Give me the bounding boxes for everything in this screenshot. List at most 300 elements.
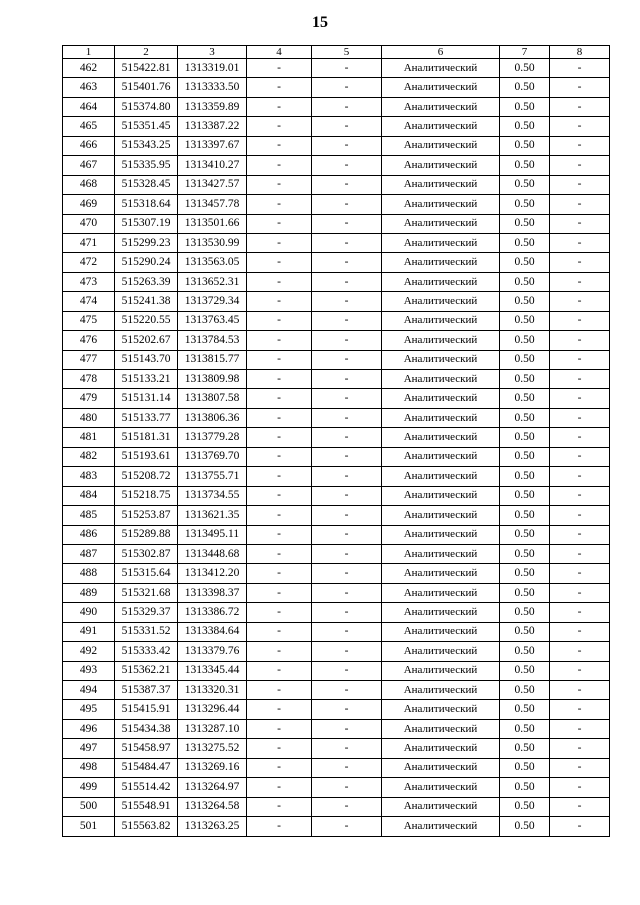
point-number-cell: 483	[63, 467, 115, 486]
x-coordinate-cell: 515333.42	[115, 642, 178, 661]
method-cell: Аналитический	[382, 156, 500, 175]
table-row	[63, 758, 610, 777]
column-4-cell: -	[247, 214, 312, 233]
column-5-cell: -	[312, 389, 382, 408]
accuracy-cell: 0.50	[500, 642, 550, 661]
column-4-cell: -	[247, 797, 312, 816]
column-4-cell: -	[247, 778, 312, 797]
table-row	[63, 195, 610, 214]
y-coordinate-cell: 1313263.25	[178, 817, 247, 836]
y-coordinate-cell: 1313809.98	[178, 370, 247, 389]
column-5-cell: -	[312, 583, 382, 602]
column-4-cell: -	[247, 642, 312, 661]
x-coordinate-cell: 515343.25	[115, 136, 178, 155]
column-8-cell: -	[550, 758, 610, 777]
table-row	[63, 544, 610, 563]
accuracy-cell: 0.50	[500, 797, 550, 816]
method-cell: Аналитический	[382, 311, 500, 330]
point-number-cell: 476	[63, 331, 115, 350]
column-8-cell: -	[550, 739, 610, 758]
column-8-cell: -	[550, 214, 610, 233]
column-4-cell: -	[247, 758, 312, 777]
column-8-cell: -	[550, 622, 610, 641]
column-5-cell: -	[312, 195, 382, 214]
y-coordinate-cell: 1313755.71	[178, 467, 247, 486]
column-5-cell: -	[312, 311, 382, 330]
column-4-cell: -	[247, 389, 312, 408]
accuracy-cell: 0.50	[500, 681, 550, 700]
column-4-cell: -	[247, 428, 312, 447]
method-cell: Аналитический	[382, 622, 500, 641]
point-number-cell: 487	[63, 544, 115, 563]
column-4-cell: -	[247, 97, 312, 116]
table-row	[63, 175, 610, 194]
method-cell: Аналитический	[382, 797, 500, 816]
column-5-cell: -	[312, 156, 382, 175]
accuracy-cell: 0.50	[500, 564, 550, 583]
point-number-cell: 467	[63, 156, 115, 175]
table-row	[63, 447, 610, 466]
column-5-cell: -	[312, 467, 382, 486]
x-coordinate-cell: 515362.21	[115, 661, 178, 680]
table-row	[63, 467, 610, 486]
column-5-cell: -	[312, 661, 382, 680]
method-cell: Аналитический	[382, 214, 500, 233]
column-8-cell: -	[550, 428, 610, 447]
accuracy-cell: 0.50	[500, 233, 550, 252]
column-header-8: 8	[550, 46, 610, 59]
y-coordinate-cell: 1313784.53	[178, 331, 247, 350]
method-cell: Аналитический	[382, 817, 500, 836]
point-number-cell: 484	[63, 486, 115, 505]
method-cell: Аналитический	[382, 661, 500, 680]
column-4-cell: -	[247, 817, 312, 836]
table-row	[63, 661, 610, 680]
column-8-cell: -	[550, 642, 610, 661]
method-cell: Аналитический	[382, 486, 500, 505]
column-5-cell: -	[312, 233, 382, 252]
column-8-cell: -	[550, 59, 610, 78]
point-number-cell: 489	[63, 583, 115, 602]
x-coordinate-cell: 515202.67	[115, 331, 178, 350]
column-8-cell: -	[550, 778, 610, 797]
column-8-cell: -	[550, 700, 610, 719]
column-4-cell: -	[247, 719, 312, 738]
column-8-cell: -	[550, 506, 610, 525]
column-8-cell: -	[550, 272, 610, 291]
column-4-cell: -	[247, 622, 312, 641]
method-cell: Аналитический	[382, 700, 500, 719]
method-cell: Аналитический	[382, 136, 500, 155]
column-5-cell: -	[312, 642, 382, 661]
method-cell: Аналитический	[382, 389, 500, 408]
x-coordinate-cell: 515374.80	[115, 97, 178, 116]
point-number-cell: 464	[63, 97, 115, 116]
x-coordinate-cell: 515315.64	[115, 564, 178, 583]
table-row	[63, 78, 610, 97]
column-8-cell: -	[550, 78, 610, 97]
x-coordinate-cell: 515351.45	[115, 117, 178, 136]
x-coordinate-cell: 515321.68	[115, 583, 178, 602]
point-number-cell: 469	[63, 195, 115, 214]
table-row	[63, 719, 610, 738]
table-row	[63, 506, 610, 525]
method-cell: Аналитический	[382, 331, 500, 350]
x-coordinate-cell: 515434.38	[115, 719, 178, 738]
method-cell: Аналитический	[382, 350, 500, 369]
x-coordinate-cell: 515289.88	[115, 525, 178, 544]
column-8-cell: -	[550, 525, 610, 544]
column-8-cell: -	[550, 408, 610, 427]
column-5-cell: -	[312, 700, 382, 719]
column-4-cell: -	[247, 370, 312, 389]
method-cell: Аналитический	[382, 428, 500, 447]
page-number: 15	[312, 14, 328, 31]
method-cell: Аналитический	[382, 78, 500, 97]
accuracy-cell: 0.50	[500, 311, 550, 330]
column-5-cell: -	[312, 370, 382, 389]
column-4-cell: -	[247, 156, 312, 175]
method-cell: Аналитический	[382, 719, 500, 738]
x-coordinate-cell: 515548.91	[115, 797, 178, 816]
y-coordinate-cell: 1313287.10	[178, 719, 247, 738]
column-4-cell: -	[247, 78, 312, 97]
y-coordinate-cell: 1313384.64	[178, 622, 247, 641]
x-coordinate-cell: 515401.76	[115, 78, 178, 97]
x-coordinate-cell: 515131.14	[115, 389, 178, 408]
point-number-cell: 468	[63, 175, 115, 194]
point-number-cell: 501	[63, 817, 115, 836]
method-cell: Аналитический	[382, 739, 500, 758]
column-4-cell: -	[247, 253, 312, 272]
table-row	[63, 525, 610, 544]
table-row	[63, 117, 610, 136]
accuracy-cell: 0.50	[500, 603, 550, 622]
table-row	[63, 350, 610, 369]
x-coordinate-cell: 515415.91	[115, 700, 178, 719]
column-4-cell: -	[247, 136, 312, 155]
accuracy-cell: 0.50	[500, 350, 550, 369]
table-row	[63, 486, 610, 505]
accuracy-cell: 0.50	[500, 370, 550, 389]
y-coordinate-cell: 1313275.52	[178, 739, 247, 758]
method-cell: Аналитический	[382, 97, 500, 116]
accuracy-cell: 0.50	[500, 272, 550, 291]
column-8-cell: -	[550, 156, 610, 175]
accuracy-cell: 0.50	[500, 408, 550, 427]
accuracy-cell: 0.50	[500, 195, 550, 214]
y-coordinate-cell: 1313763.45	[178, 311, 247, 330]
accuracy-cell: 0.50	[500, 253, 550, 272]
column-5-cell: -	[312, 97, 382, 116]
accuracy-cell: 0.50	[500, 136, 550, 155]
x-coordinate-cell: 515299.23	[115, 233, 178, 252]
point-number-cell: 500	[63, 797, 115, 816]
accuracy-cell: 0.50	[500, 622, 550, 641]
column-8-cell: -	[550, 603, 610, 622]
table-row	[63, 408, 610, 427]
column-5-cell: -	[312, 447, 382, 466]
accuracy-cell: 0.50	[500, 447, 550, 466]
table-row	[63, 370, 610, 389]
column-8-cell: -	[550, 681, 610, 700]
y-coordinate-cell: 1313397.67	[178, 136, 247, 155]
point-number-cell: 495	[63, 700, 115, 719]
column-4-cell: -	[247, 292, 312, 311]
method-cell: Аналитический	[382, 506, 500, 525]
column-4-cell: -	[247, 603, 312, 622]
point-number-cell: 490	[63, 603, 115, 622]
table-row	[63, 272, 610, 291]
table-row	[63, 622, 610, 641]
method-cell: Аналитический	[382, 564, 500, 583]
column-4-cell: -	[247, 525, 312, 544]
x-coordinate-cell: 515484.47	[115, 758, 178, 777]
method-cell: Аналитический	[382, 447, 500, 466]
column-5-cell: -	[312, 78, 382, 97]
column-4-cell: -	[247, 506, 312, 525]
point-number-cell: 465	[63, 117, 115, 136]
column-5-cell: -	[312, 117, 382, 136]
point-number-cell: 488	[63, 564, 115, 583]
column-8-cell: -	[550, 467, 610, 486]
column-4-cell: -	[247, 467, 312, 486]
column-5-cell: -	[312, 564, 382, 583]
method-cell: Аналитический	[382, 370, 500, 389]
x-coordinate-cell: 515387.37	[115, 681, 178, 700]
y-coordinate-cell: 1313359.89	[178, 97, 247, 116]
column-8-cell: -	[550, 544, 610, 563]
x-coordinate-cell: 515302.87	[115, 544, 178, 563]
point-number-cell: 497	[63, 739, 115, 758]
column-header-6: 6	[382, 46, 500, 59]
column-5-cell: -	[312, 59, 382, 78]
method-cell: Аналитический	[382, 603, 500, 622]
column-5-cell: -	[312, 350, 382, 369]
column-4-cell: -	[247, 311, 312, 330]
y-coordinate-cell: 1313652.31	[178, 272, 247, 291]
method-cell: Аналитический	[382, 292, 500, 311]
x-coordinate-cell: 515263.39	[115, 272, 178, 291]
y-coordinate-cell: 1313563.05	[178, 253, 247, 272]
x-coordinate-cell: 515241.38	[115, 292, 178, 311]
accuracy-cell: 0.50	[500, 544, 550, 563]
column-8-cell: -	[550, 233, 610, 252]
x-coordinate-cell: 515335.95	[115, 156, 178, 175]
point-number-cell: 478	[63, 370, 115, 389]
column-8-cell: -	[550, 583, 610, 602]
column-8-cell: -	[550, 350, 610, 369]
point-number-cell: 479	[63, 389, 115, 408]
table-row	[63, 603, 610, 622]
column-5-cell: -	[312, 214, 382, 233]
point-number-cell: 466	[63, 136, 115, 155]
accuracy-cell: 0.50	[500, 292, 550, 311]
table-row	[63, 214, 610, 233]
column-5-cell: -	[312, 292, 382, 311]
accuracy-cell: 0.50	[500, 331, 550, 350]
accuracy-cell: 0.50	[500, 117, 550, 136]
column-8-cell: -	[550, 136, 610, 155]
y-coordinate-cell: 1313448.68	[178, 544, 247, 563]
y-coordinate-cell: 1313806.36	[178, 408, 247, 427]
column-4-cell: -	[247, 564, 312, 583]
table-row	[63, 331, 610, 350]
y-coordinate-cell: 1313621.35	[178, 506, 247, 525]
column-8-cell: -	[550, 719, 610, 738]
point-number-cell: 470	[63, 214, 115, 233]
x-coordinate-cell: 515563.82	[115, 817, 178, 836]
method-cell: Аналитический	[382, 467, 500, 486]
method-cell: Аналитический	[382, 195, 500, 214]
point-number-cell: 480	[63, 408, 115, 427]
column-8-cell: -	[550, 292, 610, 311]
accuracy-cell: 0.50	[500, 214, 550, 233]
method-cell: Аналитический	[382, 758, 500, 777]
y-coordinate-cell: 1313769.70	[178, 447, 247, 466]
method-cell: Аналитический	[382, 175, 500, 194]
column-4-cell: -	[247, 661, 312, 680]
x-coordinate-cell: 515458.97	[115, 739, 178, 758]
column-5-cell: -	[312, 428, 382, 447]
column-4-cell: -	[247, 59, 312, 78]
column-5-cell: -	[312, 603, 382, 622]
header-row	[63, 46, 610, 59]
x-coordinate-cell: 515218.75	[115, 486, 178, 505]
column-8-cell: -	[550, 797, 610, 816]
accuracy-cell: 0.50	[500, 739, 550, 758]
column-4-cell: -	[247, 486, 312, 505]
column-5-cell: -	[312, 681, 382, 700]
x-coordinate-cell: 515253.87	[115, 506, 178, 525]
method-cell: Аналитический	[382, 583, 500, 602]
column-5-cell: -	[312, 778, 382, 797]
column-4-cell: -	[247, 447, 312, 466]
column-4-cell: -	[247, 331, 312, 350]
table-row	[63, 681, 610, 700]
column-header-4: 4	[247, 46, 312, 59]
method-cell: Аналитический	[382, 408, 500, 427]
column-8-cell: -	[550, 97, 610, 116]
column-4-cell: -	[247, 175, 312, 194]
point-number-cell: 463	[63, 78, 115, 97]
table-row	[63, 59, 610, 78]
column-5-cell: -	[312, 525, 382, 544]
column-5-cell: -	[312, 719, 382, 738]
point-number-cell: 462	[63, 59, 115, 78]
y-coordinate-cell: 1313427.57	[178, 175, 247, 194]
table-row	[63, 253, 610, 272]
column-5-cell: -	[312, 175, 382, 194]
point-number-cell: 482	[63, 447, 115, 466]
accuracy-cell: 0.50	[500, 59, 550, 78]
table-row	[63, 292, 610, 311]
y-coordinate-cell: 1313264.58	[178, 797, 247, 816]
column-4-cell: -	[247, 350, 312, 369]
x-coordinate-cell: 515133.77	[115, 408, 178, 427]
point-number-cell: 493	[63, 661, 115, 680]
y-coordinate-cell: 1313320.31	[178, 681, 247, 700]
x-coordinate-cell: 515133.21	[115, 370, 178, 389]
y-coordinate-cell: 1313779.28	[178, 428, 247, 447]
method-cell: Аналитический	[382, 253, 500, 272]
y-coordinate-cell: 1313807.58	[178, 389, 247, 408]
point-number-cell: 496	[63, 719, 115, 738]
x-coordinate-cell: 515220.55	[115, 311, 178, 330]
y-coordinate-cell: 1313410.27	[178, 156, 247, 175]
column-5-cell: -	[312, 544, 382, 563]
column-4-cell: -	[247, 544, 312, 563]
x-coordinate-cell: 515422.81	[115, 59, 178, 78]
y-coordinate-cell: 1313457.78	[178, 195, 247, 214]
point-number-cell: 481	[63, 428, 115, 447]
method-cell: Аналитический	[382, 642, 500, 661]
table-row	[63, 583, 610, 602]
column-5-cell: -	[312, 486, 382, 505]
column-8-cell: -	[550, 311, 610, 330]
accuracy-cell: 0.50	[500, 486, 550, 505]
column-5-cell: -	[312, 622, 382, 641]
column-8-cell: -	[550, 486, 610, 505]
column-8-cell: -	[550, 564, 610, 583]
column-8-cell: -	[550, 175, 610, 194]
method-cell: Аналитический	[382, 233, 500, 252]
column-5-cell: -	[312, 331, 382, 350]
y-coordinate-cell: 1313379.76	[178, 642, 247, 661]
accuracy-cell: 0.50	[500, 525, 550, 544]
point-number-cell: 492	[63, 642, 115, 661]
table-row	[63, 156, 610, 175]
method-cell: Аналитический	[382, 525, 500, 544]
point-number-cell: 472	[63, 253, 115, 272]
point-number-cell: 499	[63, 778, 115, 797]
x-coordinate-cell: 515307.19	[115, 214, 178, 233]
column-4-cell: -	[247, 700, 312, 719]
column-header-1: 1	[63, 46, 115, 59]
column-4-cell: -	[247, 583, 312, 602]
x-coordinate-cell: 515318.64	[115, 195, 178, 214]
column-8-cell: -	[550, 253, 610, 272]
column-4-cell: -	[247, 272, 312, 291]
x-coordinate-cell: 515181.31	[115, 428, 178, 447]
table-row	[63, 233, 610, 252]
method-cell: Аналитический	[382, 117, 500, 136]
column-5-cell: -	[312, 739, 382, 758]
table-row	[63, 97, 610, 116]
table-row	[63, 389, 610, 408]
y-coordinate-cell: 1313495.11	[178, 525, 247, 544]
column-5-cell: -	[312, 253, 382, 272]
coordinates-table	[62, 45, 610, 837]
column-8-cell: -	[550, 661, 610, 680]
table-row	[63, 778, 610, 797]
y-coordinate-cell: 1313815.77	[178, 350, 247, 369]
column-8-cell: -	[550, 117, 610, 136]
column-5-cell: -	[312, 758, 382, 777]
table-body	[63, 59, 610, 837]
column-4-cell: -	[247, 195, 312, 214]
y-coordinate-cell: 1313501.66	[178, 214, 247, 233]
accuracy-cell: 0.50	[500, 389, 550, 408]
column-5-cell: -	[312, 797, 382, 816]
y-coordinate-cell: 1313734.55	[178, 486, 247, 505]
method-cell: Аналитический	[382, 681, 500, 700]
x-coordinate-cell: 515208.72	[115, 467, 178, 486]
x-coordinate-cell: 515193.61	[115, 447, 178, 466]
column-header-2: 2	[115, 46, 178, 59]
column-5-cell: -	[312, 817, 382, 836]
column-8-cell: -	[550, 447, 610, 466]
